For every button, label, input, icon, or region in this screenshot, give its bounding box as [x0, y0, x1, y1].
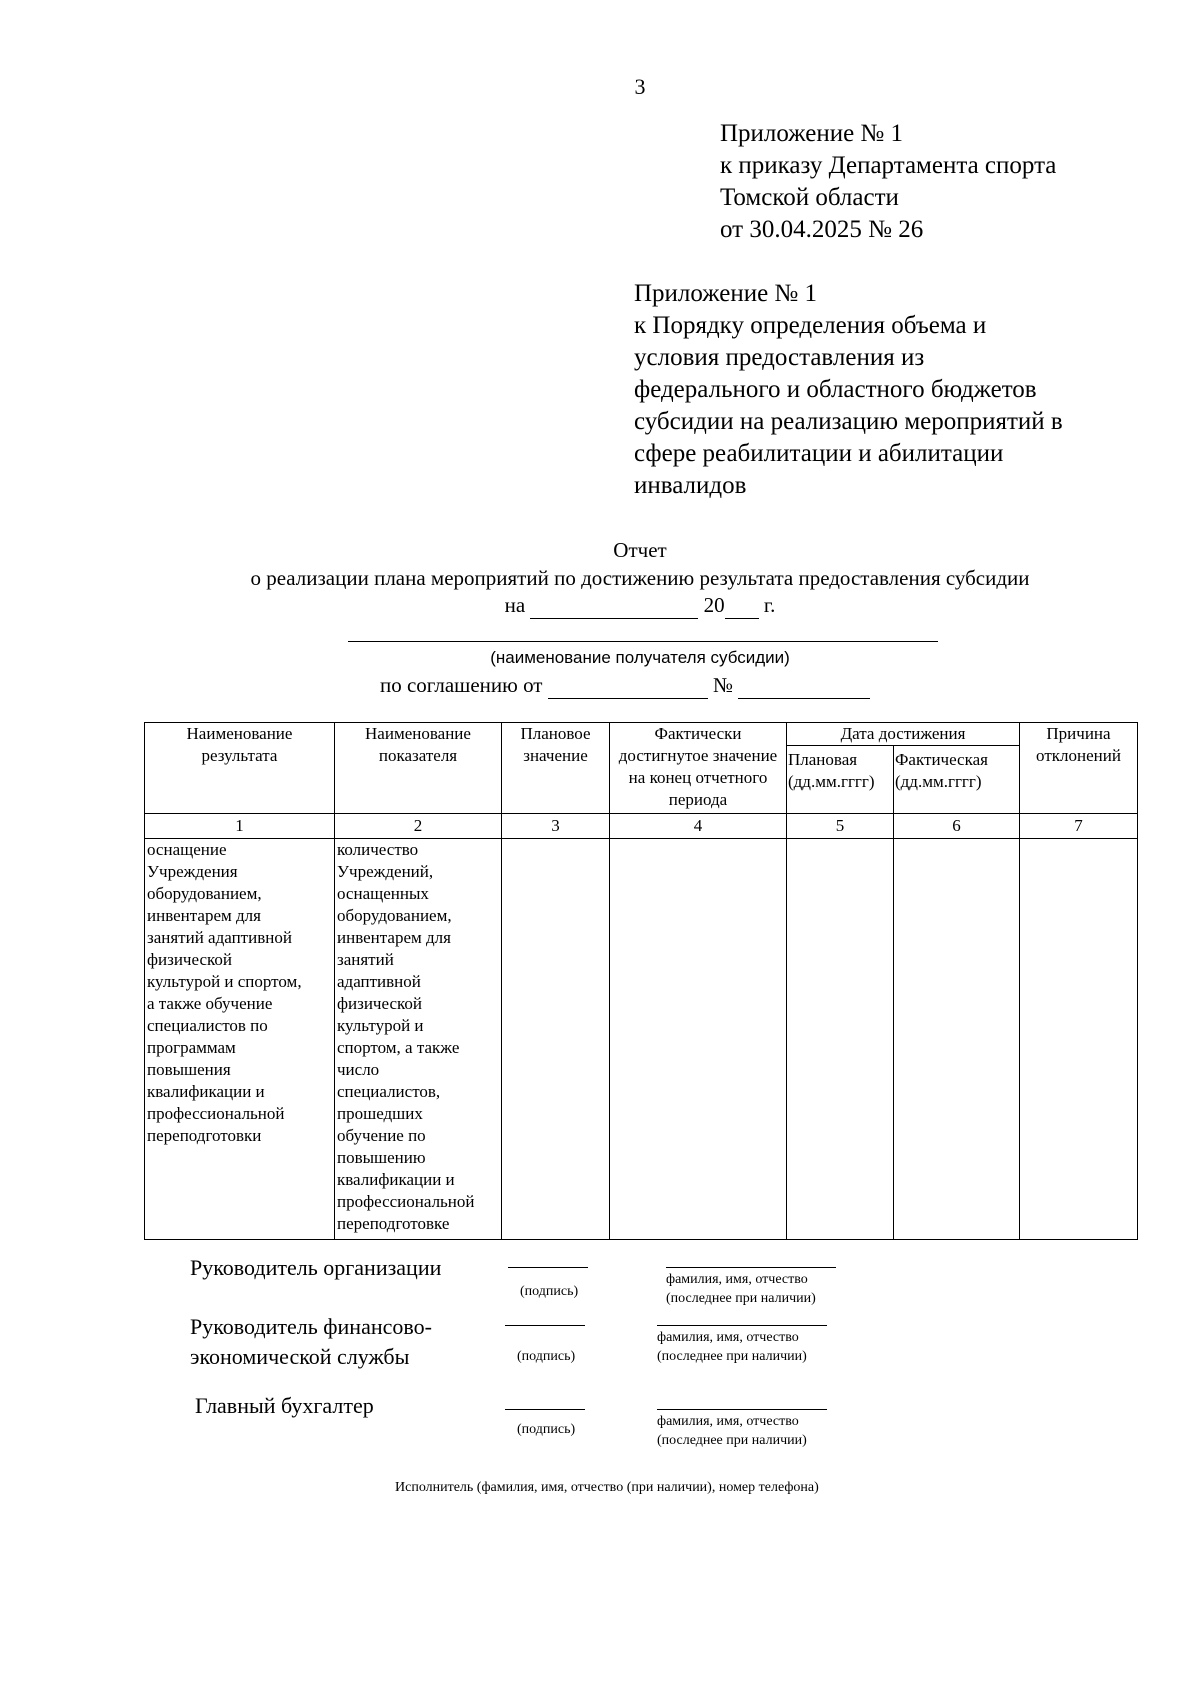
appendix-procedure-line: инвалидов — [634, 472, 747, 499]
finance-signature-caption: (подпись) — [517, 1349, 576, 1364]
date-blank[interactable] — [530, 593, 698, 619]
accountant-name-line[interactable] — [657, 1409, 827, 1410]
cell-date-actual[interactable] — [894, 839, 1020, 1240]
year-suffix: г. — [763, 593, 776, 617]
finance-signature-line[interactable] — [505, 1325, 585, 1326]
name-caption-line: (последнее при наличии) — [657, 1433, 807, 1448]
head-of-organization-label: Руководитель организации — [190, 1255, 442, 1280]
column-number: 6 — [894, 814, 1020, 839]
agreement-number-sign: № — [712, 673, 734, 697]
appendix-order-line: к приказу Департамента спорта — [720, 152, 1057, 179]
header-date-actual: Фактическая (дд.мм.гггг) — [894, 746, 1020, 814]
appendix-order-line: Томской области — [720, 184, 899, 211]
finance-head-label-line: экономической службы — [190, 1344, 410, 1369]
accountant-signature-line[interactable] — [505, 1409, 585, 1410]
cell-plan-value[interactable] — [502, 839, 610, 1240]
column-number: 3 — [502, 814, 610, 839]
cell-date-plan[interactable] — [787, 839, 894, 1240]
head-signature-line[interactable] — [508, 1267, 588, 1268]
year-prefix: 20 — [703, 593, 725, 617]
head-name-line[interactable] — [666, 1267, 836, 1268]
appendix-procedure-line: к Порядку определения объема и — [634, 312, 987, 339]
column-number: 1 — [145, 814, 335, 839]
header-achievement-date: Дата достижения — [787, 723, 1020, 746]
cell-indicator: количество Учреждений, оснащенных оборудованием, инвентарем для занятий адаптивной физической культурой и спортом, а также число специалистов, прошедших обучение по повышению квалификации и профессиональной переподготовке — [335, 839, 502, 1240]
header-deviation-reason: Причина отклонений — [1020, 723, 1138, 814]
appendix-procedure-line: условия предоставления из — [634, 344, 925, 371]
header-actual-value: Фактически достигнутое значение на конец отчетного периода — [610, 723, 787, 814]
appendix-order-line: Приложение № 1 — [720, 120, 904, 147]
name-caption-line: фамилия, имя, отчество — [657, 1414, 799, 1429]
finance-name-caption — [657, 1328, 807, 1366]
agreement-prefix: по соглашению от — [380, 673, 543, 697]
header-date-plan: Плановая (дд.мм.гггг) — [787, 746, 894, 814]
name-caption-line: фамилия, имя, отчество — [666, 1272, 808, 1287]
appendix-procedure-line: сфере реабилитации и абилитации — [634, 440, 1004, 467]
chief-accountant-label: Главный бухгалтер — [195, 1393, 374, 1418]
executor-caption: Исполнитель (фамилия, имя, отчество (при наличии), номер телефона) — [395, 1480, 819, 1495]
accountant-signature-caption: (подпись) — [517, 1422, 576, 1437]
recipient-line[interactable] — [348, 641, 938, 642]
agreement-line — [380, 673, 870, 699]
agreement-date-blank[interactable] — [548, 673, 708, 699]
header-plan-value: Плановое значение — [502, 723, 610, 814]
table-row — [145, 839, 1138, 1240]
table-number-row — [145, 814, 1138, 839]
report-title: Отчет — [613, 538, 667, 562]
year-blank[interactable] — [725, 593, 759, 619]
finance-head-label — [190, 1312, 432, 1372]
column-number: 4 — [610, 814, 787, 839]
name-caption-line: (последнее при наличии) — [666, 1291, 816, 1306]
appendix-order-line: от 30.04.2025 № 26 — [720, 216, 924, 243]
table-header-row — [145, 723, 1138, 746]
report-subtitle: о реализации плана мероприятий по достижению результата предоставления субсидии — [250, 566, 1030, 590]
header-indicator-name: Наименование показателя — [335, 723, 502, 814]
head-signature-caption: (подпись) — [520, 1284, 579, 1299]
appendix-order-block — [720, 118, 1056, 246]
name-caption-line: (последнее при наличии) — [657, 1349, 807, 1364]
head-name-caption — [666, 1270, 816, 1308]
appendix-procedure-line: субсидии на реализацию мероприятий в — [634, 408, 1063, 435]
recipient-caption: (наименование получателя субсидии) — [490, 648, 790, 667]
column-number: 7 — [1020, 814, 1138, 839]
cell-actual-value[interactable] — [610, 839, 787, 1240]
cell-deviation-reason[interactable] — [1020, 839, 1138, 1240]
cell-result: оснащение Учреждения оборудованием, инвентарем для занятий адаптивной физической культурой и спортом, а также обучение специалистов по программам повышения квалификации и профессиональной переподготовки — [145, 839, 335, 1240]
appendix-procedure-line: федерального и областного бюджетов — [634, 376, 1037, 403]
column-number: 2 — [335, 814, 502, 839]
date-prefix: на — [504, 593, 526, 617]
report-table — [144, 722, 1138, 1240]
finance-head-label-line: Руководитель финансово- — [190, 1314, 432, 1339]
name-caption-line: фамилия, имя, отчество — [657, 1330, 799, 1345]
finance-name-line[interactable] — [657, 1325, 827, 1326]
column-number: 5 — [787, 814, 894, 839]
accountant-name-caption — [657, 1412, 807, 1450]
report-date-line — [0, 593, 1200, 619]
appendix-procedure-block — [634, 278, 1063, 502]
appendix-procedure-line: Приложение № 1 — [634, 280, 818, 307]
page-number: 3 — [634, 74, 646, 99]
header-result-name: Наименование результата — [145, 723, 335, 814]
agreement-number-blank[interactable] — [738, 673, 870, 699]
